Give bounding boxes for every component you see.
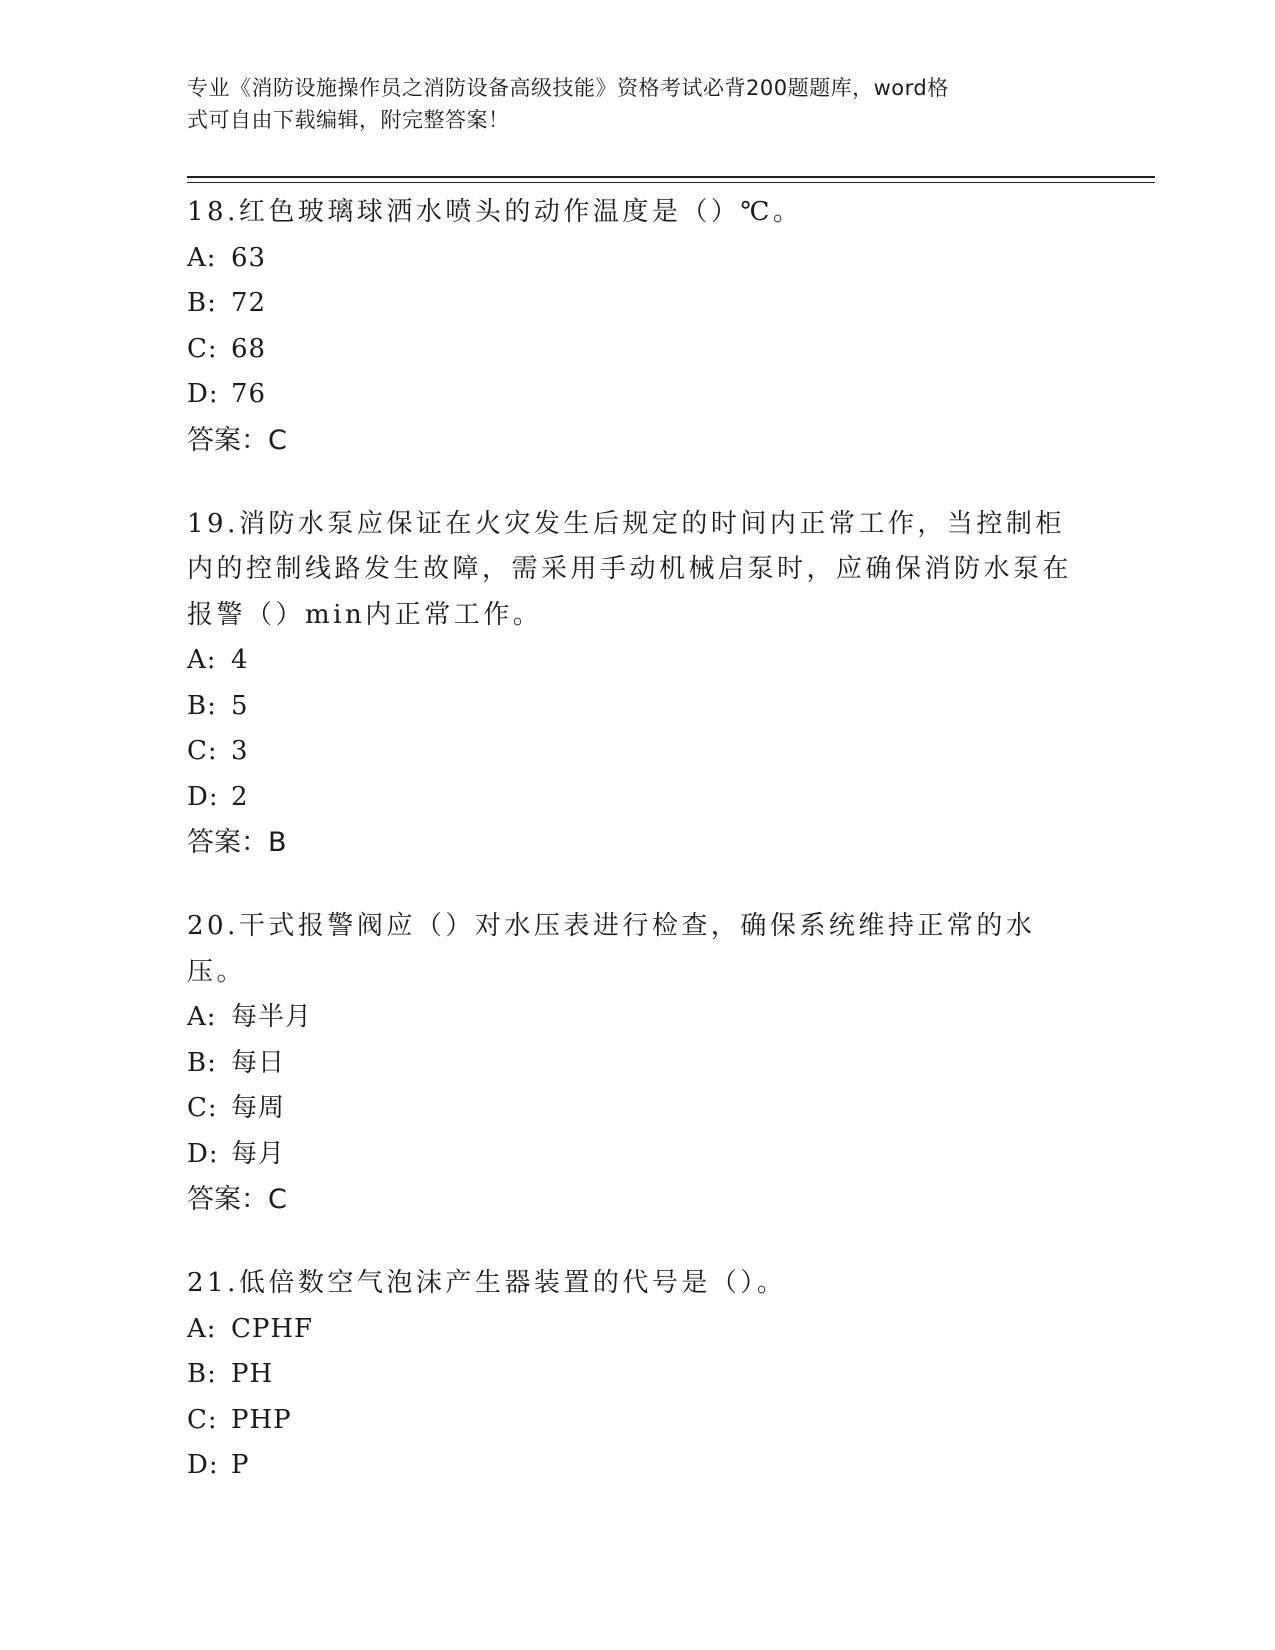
- question-20: [187, 904, 1087, 1223]
- option-letter: B:: [187, 288, 217, 318]
- header-line-2: 式可自由下载编辑，附完整答案！: [187, 108, 510, 132]
- document-header: [187, 72, 1067, 136]
- option-text: PHP: [231, 1404, 292, 1435]
- option-letter: B:: [187, 1359, 217, 1389]
- question-stem: 19.消防水泵应保证在火灾发生后规定的时间内正常工作，当控制柜内的控制线路发生故障，需采用手动机械启泵时，应确保消防水泵在报警（）min内正常工作。: [187, 508, 1073, 630]
- option-c: [187, 1086, 1087, 1132]
- option-c: [187, 729, 1087, 775]
- option-letter: C:: [187, 333, 218, 364]
- option-letter: A:: [187, 1002, 217, 1032]
- option-letter: A:: [187, 645, 217, 675]
- option-text: 2: [231, 781, 249, 812]
- option-text: 76: [231, 379, 267, 409]
- answer-label: 答案：C: [187, 1184, 287, 1215]
- option-letter: A:: [187, 242, 217, 273]
- answer-label: 答案：C: [187, 424, 287, 456]
- option-text: CPHF: [231, 1313, 314, 1344]
- option-text: P: [231, 1450, 250, 1480]
- option-b: [187, 1041, 1087, 1087]
- option-b: [187, 281, 1087, 327]
- option-text: 72: [231, 288, 267, 318]
- question-list: [187, 190, 1087, 1527]
- header-divider-thin: [187, 182, 1155, 183]
- answer-label: 答案：B: [187, 827, 287, 858]
- question-19: [187, 502, 1087, 867]
- option-text: 68: [231, 333, 267, 364]
- option-text: 每月: [231, 1138, 286, 1169]
- option-text: 每半月: [231, 1002, 313, 1032]
- option-a: [187, 995, 1087, 1041]
- header-divider-thick: [187, 176, 1155, 178]
- option-a: [187, 1307, 1087, 1353]
- option-a: [187, 236, 1087, 282]
- option-d: [187, 775, 1087, 821]
- option-d: [187, 1443, 1087, 1489]
- option-text: 4: [231, 645, 249, 675]
- question-stem: 18.红色玻璃球洒水喷头的动作温度是（）℃。: [187, 197, 803, 227]
- option-c: [187, 327, 1087, 373]
- question-18: [187, 190, 1087, 464]
- option-letter: D:: [187, 781, 219, 812]
- option-letter: C:: [187, 1093, 218, 1123]
- option-c: [187, 1398, 1087, 1444]
- option-text: 3: [231, 736, 249, 766]
- option-letter: C:: [187, 736, 218, 766]
- option-text: 每日: [231, 1047, 286, 1078]
- question-stem: 21.低倍数空气泡沫产生器装置的代号是（）。: [187, 1268, 787, 1298]
- option-d: [187, 372, 1087, 418]
- option-text: 63: [231, 242, 267, 273]
- option-d: [187, 1132, 1087, 1178]
- option-letter: B:: [187, 1047, 217, 1078]
- option-letter: D:: [187, 379, 219, 409]
- option-text: PH: [231, 1359, 274, 1389]
- option-a: [187, 638, 1087, 684]
- option-b: [187, 1352, 1087, 1398]
- option-b: [187, 684, 1087, 730]
- question-21: [187, 1261, 1087, 1489]
- option-letter: C:: [187, 1404, 218, 1435]
- question-stem: 20.干式报警阀应（）对水压表进行检查，确保系统维持正常的水压。: [187, 911, 1036, 987]
- option-letter: D:: [187, 1138, 219, 1169]
- option-letter: D:: [187, 1450, 219, 1480]
- header-line-1: 专业《消防设施操作员之消防设备高级技能》资格考试必背200题题库，word格: [187, 76, 949, 100]
- option-letter: B:: [187, 690, 217, 721]
- option-text: 每周: [231, 1093, 286, 1123]
- option-text: 5: [231, 690, 249, 721]
- option-letter: A:: [187, 1313, 217, 1344]
